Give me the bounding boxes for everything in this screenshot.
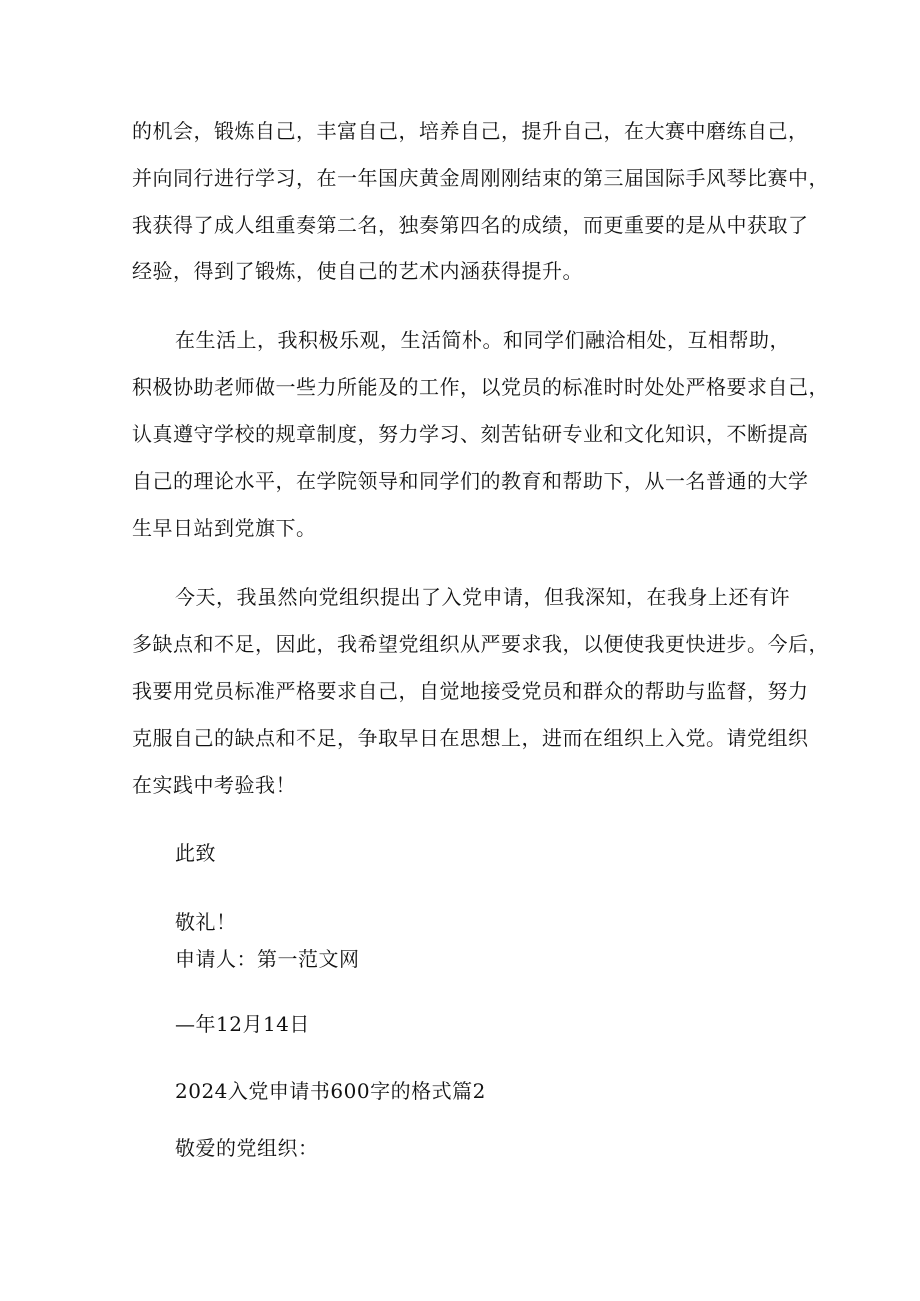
section-title: 2024入党申请书600字的格式篇2	[175, 1079, 486, 1103]
applicant-text: 申请人：第一范文网	[175, 947, 360, 971]
paragraph-1-line-2: 并向同行进行学习，在一年国庆黄金周刚刚结束的第三届国际手风琴比赛中，	[132, 166, 829, 190]
paragraph-3-line-5: 在实践中考验我！	[132, 773, 296, 797]
paragraph-2-line-1: 在生活上，我积极乐观，生活简朴。和同学们融洽相处，互相帮助，	[175, 328, 790, 352]
greeting-text: 敬爱的党组织：	[175, 1136, 319, 1160]
paragraph-1-line-1: 的机会，锻炼自己，丰富自己，培养自己，提升自己，在大赛中磨练自己，	[132, 119, 809, 143]
paragraph-3-line-3: 我要用党员标准严格要求自己，自觉地接受党员和群众的帮助与监督，努力	[132, 679, 809, 703]
paragraph-3-line-1: 今天，我虽然向党组织提出了入党申请，但我深知，在我身上还有许	[175, 585, 790, 609]
paragraph-2-line-3: 认真遵守学校的规章制度，努力学习、刻苦钻研专业和文化知识，不断提高	[132, 422, 809, 446]
paragraph-2-line-5: 生早日站到党旗下。	[132, 516, 317, 540]
paragraph-1-line-4: 经验，得到了锻炼，使自己的艺术内涵获得提升。	[132, 259, 583, 283]
paragraph-1-line-3: 我获得了成人组重奏第二名，独奏第四名的成绩，而更重要的是从中获取了	[132, 213, 809, 237]
date-text: —年12月14日	[175, 1012, 310, 1036]
salute-text: 敬礼！	[175, 910, 237, 934]
closing-text: 此致	[175, 841, 216, 865]
paragraph-3-line-2: 多缺点和不足，因此，我希望党组织从严要求我，以便使我更快进步。今后，	[132, 632, 829, 656]
paragraph-2-line-2: 积极协助老师做一些力所能及的工作，以党员的标准时时处处严格要求自己，	[132, 375, 829, 399]
paragraph-3-line-4: 克服自己的缺点和不足，争取早日在思想上，进而在组织上入党。请党组织	[132, 726, 809, 750]
paragraph-2-line-4: 自己的理论水平，在学院领导和同学们的教育和帮助下，从一名普通的大学	[132, 469, 809, 493]
